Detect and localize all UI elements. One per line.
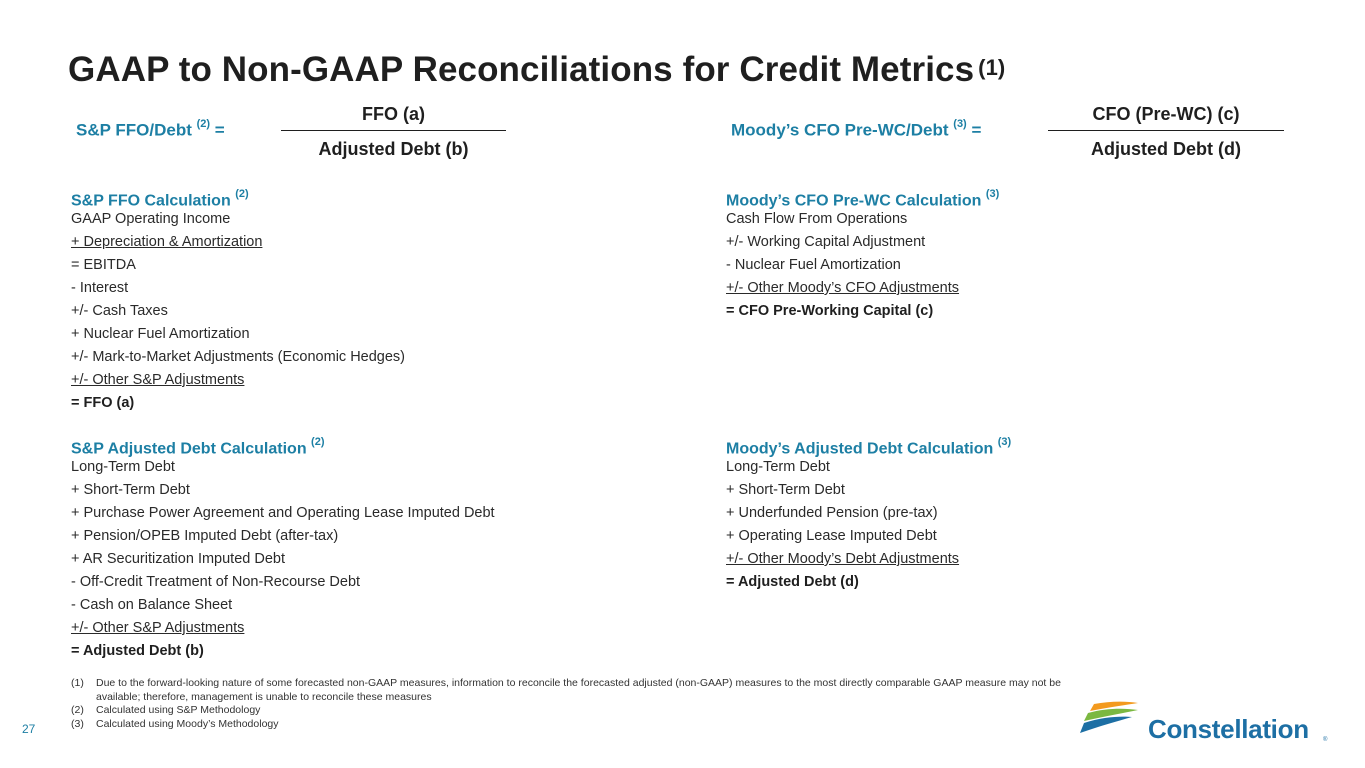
sp-ffo-line: +/- Other S&P Adjustments [71,372,245,388]
moodys-debt-line: + Operating Lease Imputed Debt [726,528,937,544]
footnote-text: Calculated using Moody’s Methodology [96,717,279,730]
moodys-debt-heading-note: (3) [997,436,1012,448]
moodys-formula-numerator: CFO (Pre-WC) (c) [1092,104,1240,124]
sp-debt-line: + Purchase Power Agreement and Operating Lease Imputed Debt [71,505,495,521]
footnote-number: (1) [71,677,84,689]
moodys-cfo-line: Cash Flow From Operations [726,211,908,227]
sp-formula-label [76,120,225,141]
moodys-debt-heading-text: Moody’s Adjusted Debt Calculation [726,440,994,458]
sp-debt-line: + AR Securitization Imputed Debt [71,551,285,567]
sp-debt-heading-note: (2) [311,436,325,448]
sp-debt-line: Long-Term Debt [71,459,175,475]
sp-debt-total: = Adjusted Debt (b) [71,643,204,659]
sp-ffo-heading-text: S&P FFO Calculation [71,192,231,210]
moodys-formula-label-note: (3) [953,118,967,130]
page-number: 27 [22,722,36,736]
moodys-formula-fraction [1048,100,1284,163]
sp-debt-heading-text: S&P Adjusted Debt Calculation [71,440,307,458]
moodys-cfo-line: +/- Other Moody’s CFO Adjustments [726,280,960,296]
sp-ffo-total: = FFO (a) [71,395,135,411]
page-title [68,50,1005,90]
footnotes [71,677,1081,731]
moodys-debt-heading [726,433,1011,456]
moodys-debt-total: = Adjusted Debt (d) [726,574,859,590]
sp-formula-fraction [281,100,506,163]
sp-ffo-heading [71,185,405,208]
footnote-number: (2) [71,704,84,716]
moodys-debt-line: + Underfunded Pension (pre-tax) [726,505,938,521]
sp-ffo-line: + Depreciation & Amortization [71,234,263,250]
moodys-cfo-total: = CFO Pre-Working Capital (c) [726,303,934,319]
sp-ffo-line: - Interest [71,280,129,296]
sp-debt-line: + Pension/OPEB Imputed Debt (after-tax) [71,528,339,544]
sp-ffo-section [71,185,405,415]
page-title-footnote: (1) [978,55,1006,80]
page-title-text: GAAP to Non-GAAP Reconciliations for Credit Metrics [68,50,975,89]
sp-formula-numerator: FFO (a) [362,104,425,124]
sp-formula-label-text: S&P FFO/Debt [76,120,192,140]
sp-ffo-line: GAAP Operating Income [71,211,231,227]
moodys-debt-line: + Short-Term Debt [726,482,845,498]
moodys-debt-line: +/- Other Moody’s Debt Adjustments [726,551,960,567]
sp-debt-heading [71,433,495,456]
moodys-formula-denominator: Adjusted Debt (d) [1091,139,1241,159]
footnote-text: Calculated using S&P Methodology [96,704,261,716]
logo-registered-mark: ® [1323,737,1328,743]
moodys-formula-divider [1048,130,1284,131]
moodys-debt-line: Long-Term Debt [726,459,830,475]
moodys-formula-label [731,120,981,141]
constellation-swoosh-icon [1080,700,1144,736]
moodys-cfo-heading-text: Moody’s CFO Pre-WC Calculation [726,192,982,210]
footnote [71,704,1081,718]
footnote [71,677,1081,704]
sp-ffo-line: +/- Mark-to-Market Adjustments (Economic Hedges) [71,349,406,365]
moodys-cfo-section [726,185,999,323]
logo-wordmark: Constellation [1148,714,1309,744]
sp-formula-equals: = [214,120,225,140]
sp-formula-divider [281,130,506,131]
sp-debt-line: - Off-Credit Treatment of Non-Recourse Debt [71,574,361,590]
moodys-formula-label-text: Moody’s CFO Pre-WC/Debt [731,120,949,140]
moodys-debt-section [726,433,1011,594]
sp-debt-section [71,433,495,663]
sp-ffo-line: + Nuclear Fuel Amortization [71,326,250,342]
moodys-formula-equals: = [971,120,982,140]
footnote-number: (3) [71,717,84,730]
moodys-cfo-heading [726,185,999,208]
moodys-cfo-line: +/- Working Capital Adjustment [726,234,926,250]
footnote [71,718,1081,732]
moodys-cfo-heading-note: (3) [985,188,1000,200]
sp-debt-line: + Short-Term Debt [71,482,190,498]
moodys-cfo-line: - Nuclear Fuel Amortization [726,257,901,273]
sp-ffo-heading-note: (2) [235,188,249,200]
sp-debt-line: - Cash on Balance Sheet [71,597,233,613]
footnote-text: Due to the forward-looking nature of some forecasted non-GAAP measures, information to reconcile the forecasted adjusted (non-GAAP) measures to the most directly comparable GAAP measure may not be available; therefore, management is unable to reconcile these measures [96,677,1061,703]
sp-ffo-line: = EBITDA [71,257,136,273]
sp-ffo-line: +/- Cash Taxes [71,303,168,319]
sp-formula-label-note: (2) [196,118,211,130]
sp-formula-denominator: Adjusted Debt (b) [318,139,469,159]
constellation-logo [1080,700,1330,748]
sp-debt-line: +/- Other S&P Adjustments [71,620,245,636]
